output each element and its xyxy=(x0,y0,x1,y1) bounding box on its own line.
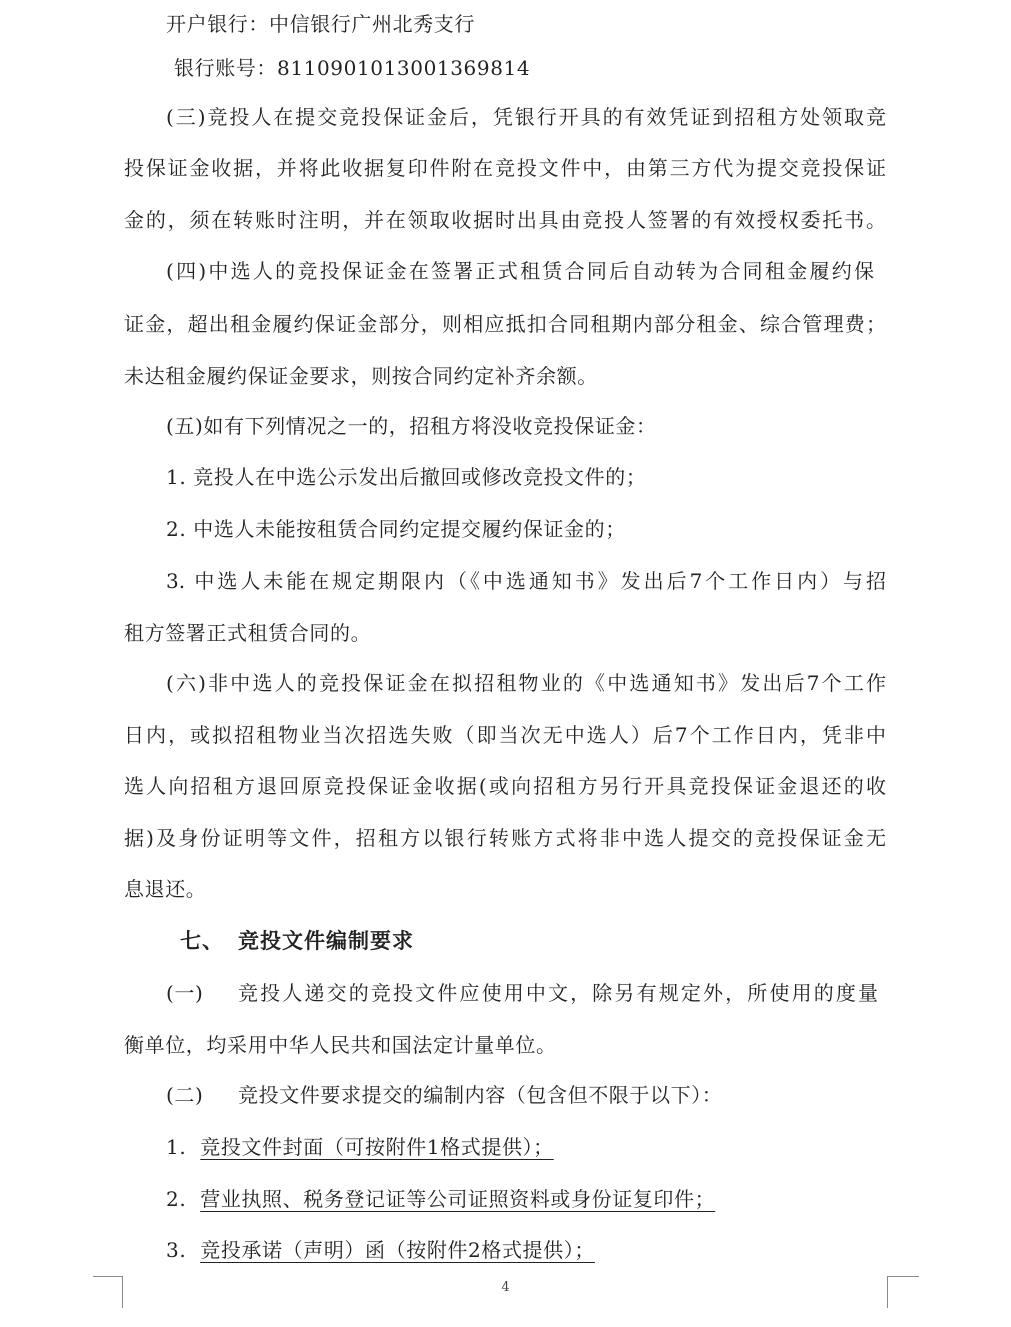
section-3-line-3: 金的，须在转账时注明，并在领取收据时出具由竞投人签署的有效授权委托书。 xyxy=(124,208,886,232)
section-4-line-2: 证金，超出租金履约保证金部分，则相应抵扣合同租期内部分租金、综合管理费； xyxy=(124,312,886,336)
heading-number: 七、 xyxy=(180,929,224,953)
heading-title: 竞投文件编制要求 xyxy=(238,929,414,953)
section-4-line-3: 未达租金履约保证金要求，则按合同约定补齐余额。 xyxy=(124,364,598,388)
section-3-line-1: (三)竞投人在提交竞投保证金后，凭银行开具的有效凭证到招租方处领取竞 xyxy=(166,105,886,129)
paragraph-7-1-line-1 xyxy=(166,980,878,1006)
section-5-intro: (五)如有下列情况之一的，招租方将没收竞投保证金： xyxy=(166,414,657,438)
crop-mark-left-horizontal xyxy=(93,1276,123,1277)
section-heading xyxy=(180,928,414,954)
list-item xyxy=(166,1237,595,1263)
section-6-line-3: 选人向招租方退回原竞投保证金收据(或向招租方另行开具竞投保证金退还的收 xyxy=(124,774,886,798)
section-6-line-4: 据)及身份证明等文件，招租方以银行转账方式将非中选人提交的竞投保证金无 xyxy=(124,826,886,850)
paragraph-label: (一) xyxy=(166,981,204,1005)
list-item xyxy=(166,1134,554,1160)
crop-mark-right-horizontal xyxy=(887,1276,919,1277)
section-3-line-2: 投保证金收据，并将此收据复印件附在竞投文件中，由第三方代为提交竞投保证 xyxy=(124,156,886,180)
section-6-line-5: 息退还。 xyxy=(124,877,207,901)
list-item-number: 3. xyxy=(166,1238,187,1262)
paragraph-7-1-line-2: 衡单位，均采用中华人民共和国法定计量单位。 xyxy=(124,1033,557,1057)
section-5-item-2: 2. 中选人未能按租赁合同约定提交履约保证金的； xyxy=(166,517,626,541)
section-6-line-1: (六)非中选人的竞投保证金在拟招租物业的《中选通知书》发出后7个工作 xyxy=(166,671,886,695)
list-item-number: 2. xyxy=(166,1187,187,1211)
paragraph-text: 竞投文件要求提交的编制内容（包含但不限于以下）： xyxy=(238,1083,723,1107)
bank-name-line: 开户银行：中信银行广州北秀支行 xyxy=(166,12,475,36)
page-number: 4 xyxy=(501,1280,510,1295)
section-6-line-2: 日内，或拟招租物业当次招选失败（即当次无中选人）后7个工作日内，凭非中 xyxy=(124,723,886,747)
paragraph-7-2 xyxy=(166,1082,722,1108)
paragraph-label: (二) xyxy=(166,1083,204,1107)
section-5-item-1: 1. 竞投人在中选公示发出后撤回或修改竞投文件的； xyxy=(166,465,647,489)
section-4-line-1: (四)中选人的竞投保证金在签署正式租赁合同后自动转为合同租金履约保 xyxy=(166,259,874,283)
list-item-text: 营业执照、税务登记证等公司证照资料或身份证复印件； xyxy=(200,1187,716,1211)
list-item-text: 竞投承诺（声明）函（按附件2格式提供）； xyxy=(200,1238,595,1262)
list-item-text: 竞投文件封面（可按附件1格式提供）； xyxy=(200,1135,554,1159)
section-5-item-3-line-1: 3. 中选人未能在规定期限内（《中选通知书》发出后7个工作日内）与招 xyxy=(166,569,886,593)
list-item-number: 1. xyxy=(166,1135,187,1159)
section-5-item-3-line-2: 租方签署正式租赁合同的。 xyxy=(124,621,372,645)
bank-account-line: 银行账号：8110901013001369814 xyxy=(174,56,531,80)
list-item xyxy=(166,1186,715,1212)
paragraph-text: 竞投人递交的竞投文件应使用中文，除另有规定外，所使用的度量 xyxy=(238,981,878,1005)
